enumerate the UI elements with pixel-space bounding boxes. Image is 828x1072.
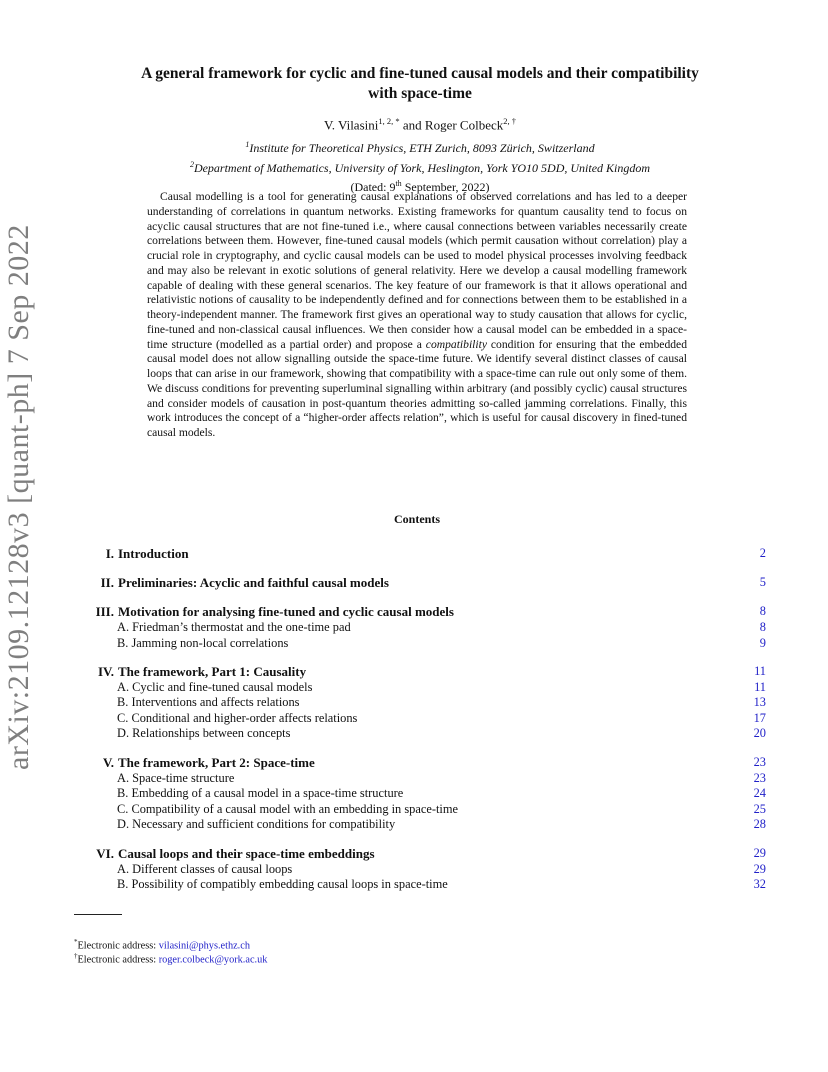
- toc-page-link[interactable]: 5: [759, 575, 766, 589]
- toc-subsection[interactable]: D. Relationships between concepts: [117, 726, 291, 740]
- footnote-1: *Electronic address: vilasini@phys.ethz.ch: [74, 938, 250, 952]
- toc-section[interactable]: III. Motivation for analysing fine-tuned and cyclic causal models: [95, 604, 454, 619]
- author-conjunction: and: [402, 117, 422, 133]
- toc-page-link[interactable]: 29: [753, 846, 766, 860]
- toc-section[interactable]: VI. Causal loops and their space-time embeddings: [96, 846, 375, 861]
- toc-subsection[interactable]: B. Jamming non-local correlations: [117, 636, 289, 650]
- title-line-1: A general framework for cyclic and fine-tuned causal models and their compatibility: [141, 65, 699, 82]
- toc-page-link[interactable]: 11: [754, 680, 766, 694]
- footnote-divider: [74, 914, 122, 915]
- toc-page-link[interactable]: 9: [759, 636, 766, 650]
- toc-page-link[interactable]: 17: [753, 711, 766, 725]
- toc-page-link[interactable]: 23: [753, 755, 766, 769]
- contents-heading: Contents: [393, 512, 440, 526]
- affiliation-2: $^2$Department of Mathematics, University of York, Heslington, York YO10 5DD, United Kingdom: [189, 159, 651, 175]
- toc-section[interactable]: II. Preliminaries: Acyclic and faithful causal models: [100, 575, 389, 590]
- affiliation-1: $^1$Institute for Theoretical Physics, ETH Zurich, 8093 Zürich, Switzerland: [245, 140, 595, 155]
- toc-page-link[interactable]: 20: [753, 726, 766, 740]
- email-link[interactable]: vilasini@phys.ethz.ch: [158, 940, 250, 952]
- title-line-2: with space-time: [368, 85, 472, 102]
- toc-page-link[interactable]: 2: [759, 546, 766, 560]
- toc-page-link[interactable]: 11: [754, 664, 766, 678]
- toc-subsection[interactable]: A. Friedman’s thermostat and the one-time pad: [117, 620, 351, 634]
- author-name: V. Vilasini: [324, 117, 379, 133]
- author-name: Roger Colbeck: [424, 117, 504, 133]
- toc-subsection[interactable]: C. Conditional and higher-order affects relations: [117, 711, 358, 725]
- toc-subsection[interactable]: A. Cyclic and fine-tuned causal models: [117, 680, 313, 694]
- toc-page-link[interactable]: 25: [753, 802, 766, 816]
- author-affiliation-marker: 2, †: [503, 116, 516, 126]
- toc-page-link[interactable]: 8: [759, 620, 766, 634]
- toc-subsection[interactable]: C. Compatibility of a causal model with an embedding in space-time: [117, 802, 459, 816]
- toc-section[interactable]: I. Introduction: [105, 546, 189, 561]
- toc-section[interactable]: IV. The framework, Part 1: Causality: [97, 664, 307, 679]
- toc-page-link[interactable]: 29: [753, 862, 766, 876]
- toc-subsection[interactable]: B. Embedding of a causal model in a space-time structure: [117, 786, 404, 800]
- toc-page-link[interactable]: 32: [753, 877, 766, 891]
- toc-page-link[interactable]: 23: [753, 771, 766, 785]
- dated-line: (Dated: 9th September, 2022): [350, 179, 490, 194]
- toc-subsection[interactable]: D. Necessary and sufficient conditions for compatibility: [117, 817, 396, 831]
- toc-subsection[interactable]: A. Space-time structure: [117, 771, 235, 785]
- author-affiliation-marker: 1, 2, *: [378, 116, 400, 126]
- toc-page-link[interactable]: 13: [753, 695, 766, 709]
- email-link[interactable]: roger.colbeck@york.ac.uk: [158, 954, 268, 966]
- arxiv-identifier: arXiv:2109.12128v3 [quant-ph] 7 Sep 2022: [2, 224, 35, 770]
- abstract: Causal modelling is a tool for generating causal explanations of observed correlations and has led to a deeper understanding of correlations in quantum networks. Existing frameworks for quantum causality tend to focus on acyclic causal structures that are not fine-tuned i.e., where causal connections between variables necessarily create correlations between them. However, fine-tuned causal models (which permit causation without correlation) play a crucial role in cryptography, and cyclic causal models can be used to model physical processes involving feedback and may also be relevant in exotic solutions of general relativity. Here we develop a causal modelling framework capable of dealing with these general scenarios. The key feature of our framework is that it allows operational and relativistic notions of causality to be independently defined and for connections between them to be established in a theory-independent manner. The framework first gives an operational way to study causation that allows for cyclic, fine-tuned and non-classical causal influences. We then consider how a causal model can be embedded in a space-time structure (modelled as a partial order) and propose a compatibility condition for ensuring that the embedded causal model does not allow signalling outside the space-time future. We identify several distinct classes of causal loops that can arise in our framework, showing that compatibility with a space-time can rule out only some of them. We discuss conditions for preventing superluminal signalling within arbitrary (and possibly cyclic) causal structures and consider models of causation in post-quantum theories admitting so-called jamming correlations. Finally, this work introduces the concept of a “higher-order affects relation”, which is useful for causal discovery in fined-tuned causal models.: [147, 190, 687, 439]
- toc-subsection[interactable]: A. Different classes of causal loops: [117, 862, 293, 876]
- toc-page-link[interactable]: 8: [759, 604, 766, 618]
- footnote-2: †Electronic address: roger.colbeck@york.ac.uk: [74, 952, 268, 966]
- toc-subsection[interactable]: B. Interventions and affects relations: [117, 695, 300, 709]
- toc-subsection[interactable]: B. Possibility of compatibly embedding causal loops in space-time: [117, 877, 448, 891]
- toc-page-link[interactable]: 24: [753, 786, 766, 800]
- toc-section[interactable]: V. The framework, Part 2: Space-time: [103, 755, 315, 770]
- toc-page-link[interactable]: 28: [753, 817, 766, 831]
